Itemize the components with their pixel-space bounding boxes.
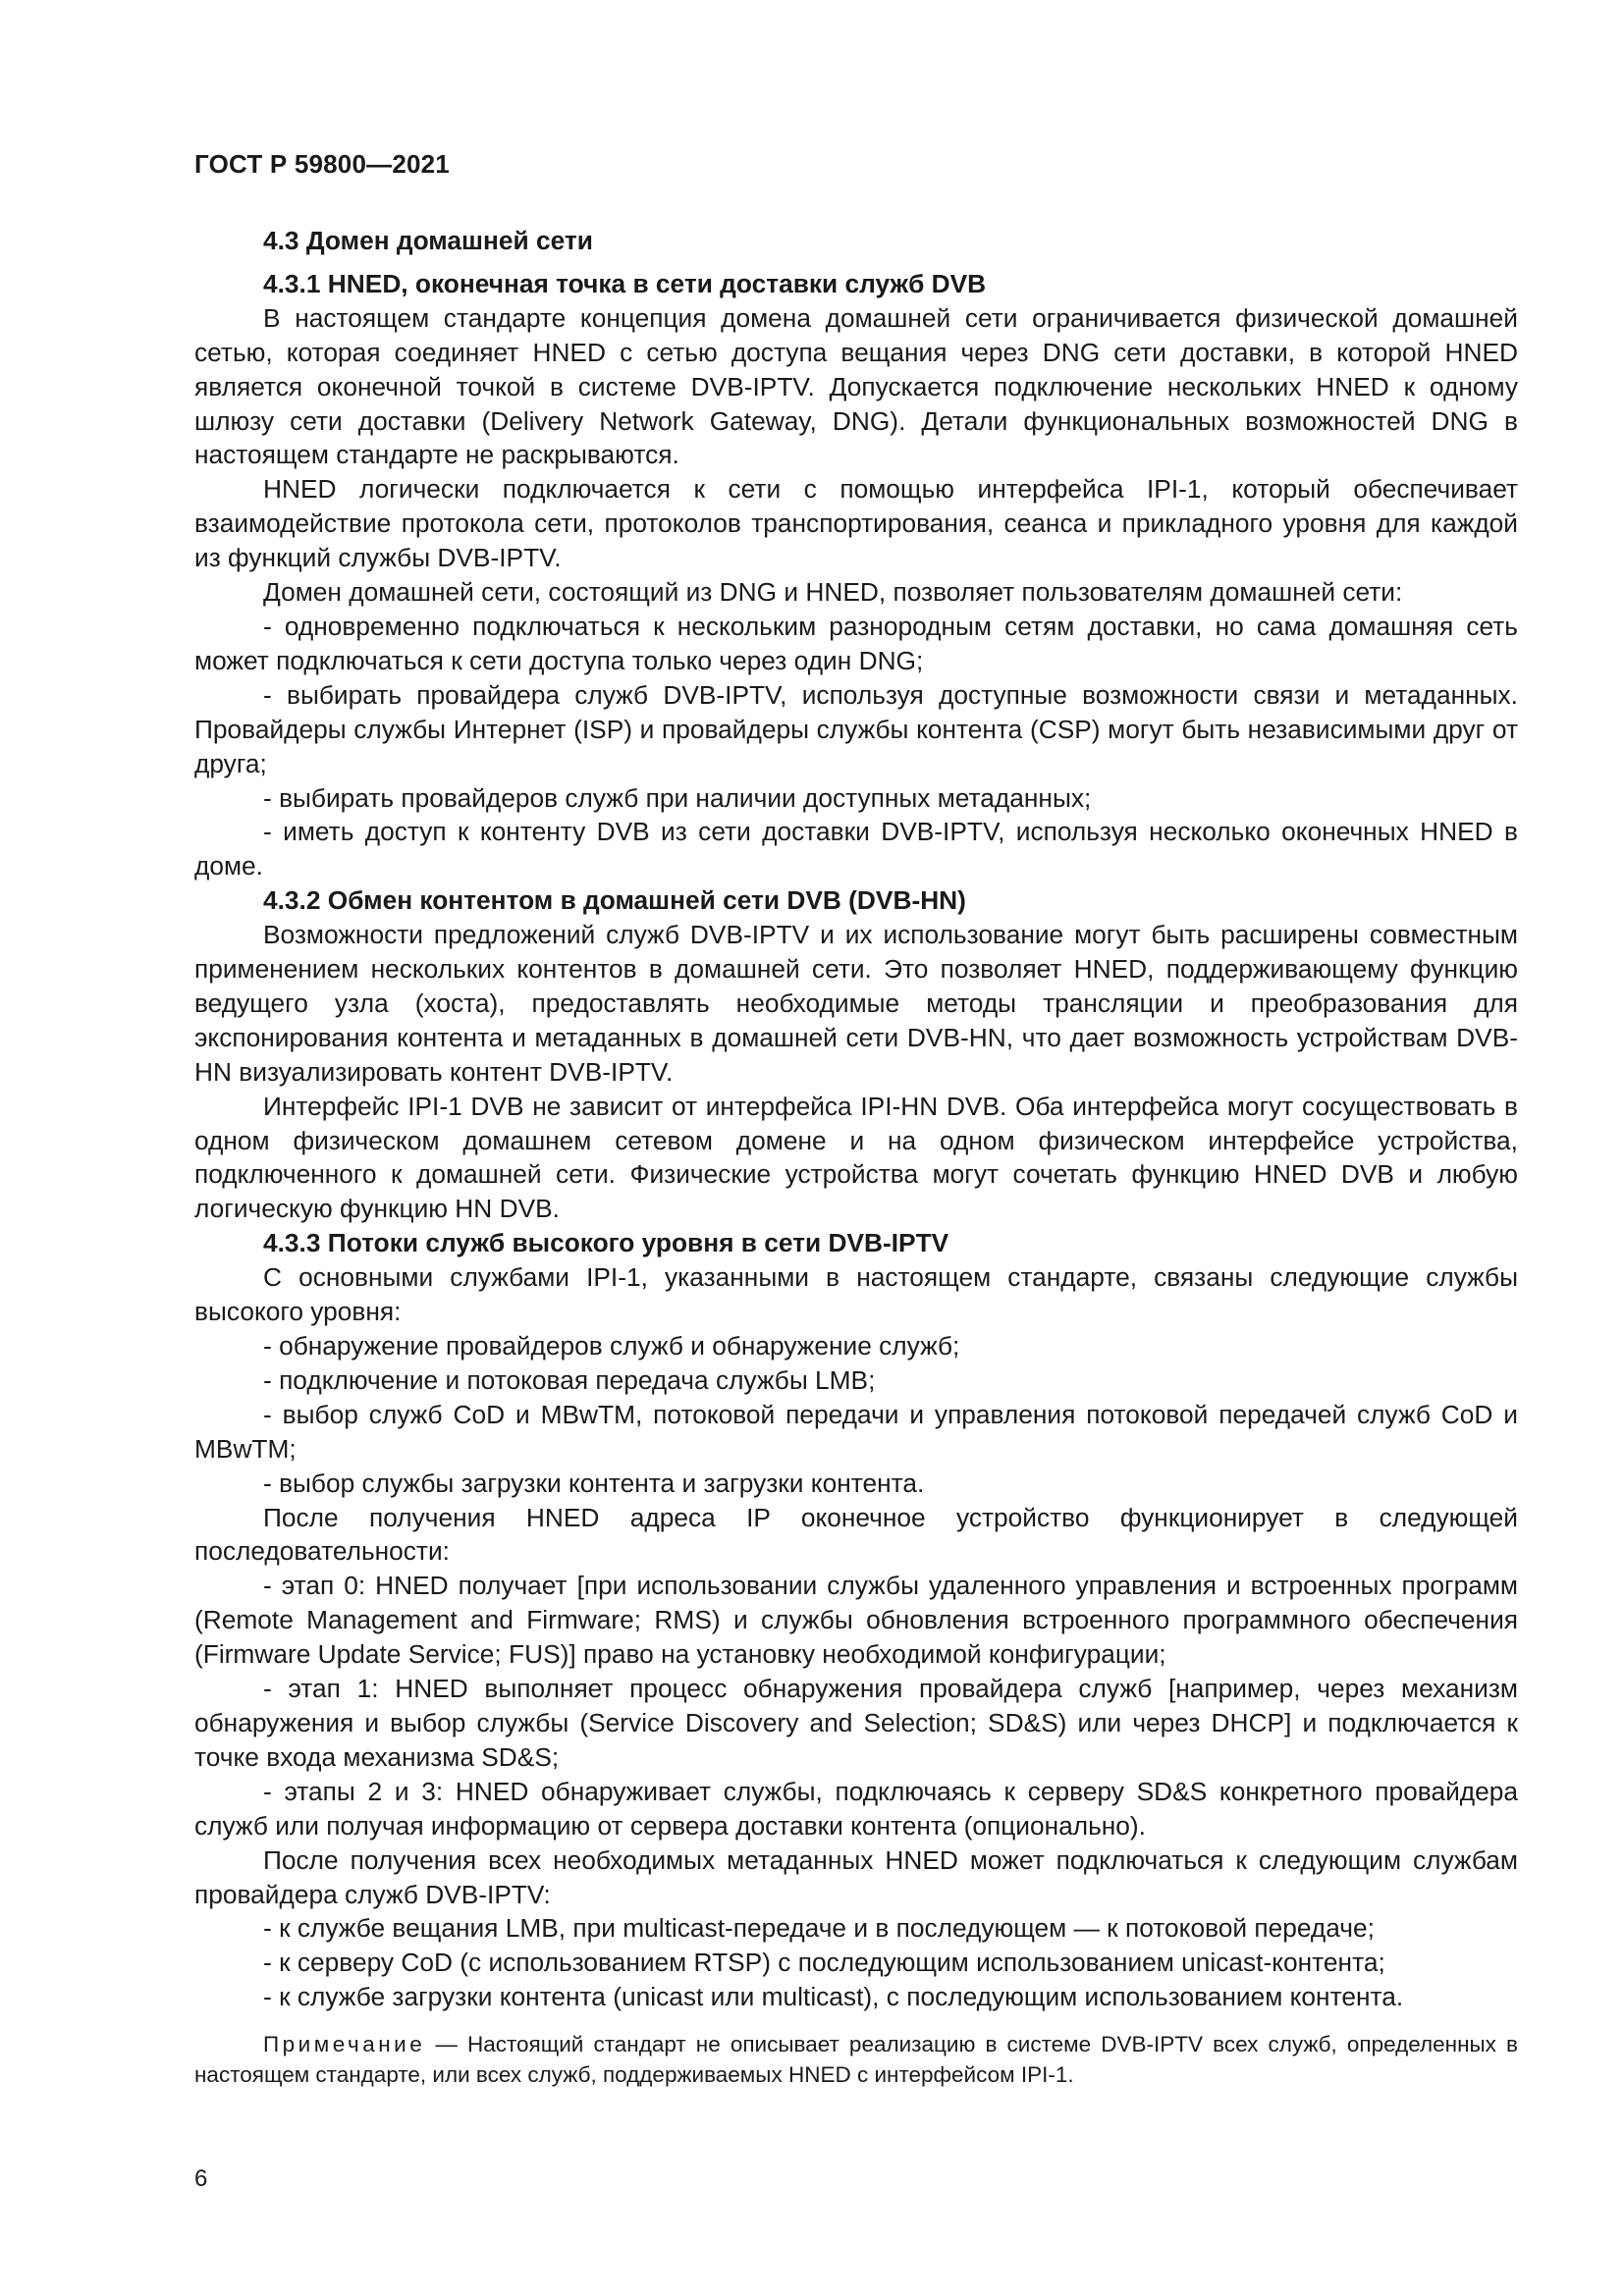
- subsection-title: 4.3.1 HNED, оконечная точка в сети доставки служб DVB: [263, 268, 987, 298]
- paragraph: С основными службами IPI-1, указанными в настоящем стандарте, связаны следующие службы высокого уровня:: [194, 1262, 1518, 1327]
- note-text: — Настоящий стандарт не описывает реализацию в системе DVB-IPTV всех служб, определенных в настоящем стандарте, или всех служб, поддерживаемых HNED с интерфейсом IPI-1.: [194, 2032, 1518, 2087]
- note-label: Примечание: [263, 2032, 426, 2057]
- list-item: - к службе вещания LMB, при multicast-передаче и в последующем — к потоковой передаче;: [263, 1913, 1375, 1944]
- document-header: ГОСТ Р 59800—2021: [194, 149, 450, 179]
- paragraph: После получения HNED адреса IP оконечное устройство функционирует в следующей последовательности:: [194, 1502, 1518, 1567]
- list-item: - иметь доступ к контенту DVB из сети доставки DVB-IPTV, используя несколько оконечных HNED в доме.: [194, 817, 1518, 881]
- paragraph: Возможности предложений служб DVB-IPTV и их использование могут быть расширены совместным применением нескольких контентов в домашней сети. Это позволяет HNED, поддерживающему функцию ведущего узла (хоста), предоставлять необходимые методы трансляции и преобразования для экспонирования контента и метаданных в домашней сети DVB-HN, что дает возможность устройствам DVB-HN визуализировать контент DVB-IPTV.: [194, 920, 1518, 1087]
- paragraph: HNED логически подключается к сети с помощью интерфейса IPI-1, который обеспечивает взаимодействие протокола сети, протоколов транспортирования, сеанса и прикладного уровня для каждой из функций службы DVB-IPTV.: [194, 474, 1518, 573]
- list-item: - к серверу CoD (с использованием RTSP) с последующим использованием unicast-контента;: [263, 1948, 1385, 1978]
- section-title: 4.3 Домен домашней сети: [263, 226, 593, 255]
- paragraph: Интерфейс IPI-1 DVB не зависит от интерфейса IPI-HN DVB. Оба интерфейса могут сосуществовать в одном физическом домашнем сетевом домене и на одном физическом интерфейсе устройства, подключенного к домашней сети. Физические устройства могут сочетать функцию HNED DVB и любую логическую функцию HN DVB.: [194, 1091, 1518, 1224]
- note: [194, 2030, 1518, 2090]
- paragraph: В настоящем стандарте концепция домена домашней сети ограничивается физической домашней сетью, которая соединяет HNED с сетью доступа вещания через DNG сети доставки, в которой HNED является оконечной точкой в системе DVB-IPTV. Допускается подключение нескольких HNED к одному шлюзу сети доставки (Delivery Network Gateway, DNG). Детали функциональных возможностей DNG в настоящем стандарте не раскрываются.: [194, 302, 1518, 470]
- subsection-title: 4.3.2 Обмен контентом в домашней сети DVB (DVB-HN): [263, 885, 966, 916]
- list-item: - подключение и потоковая передача службы LMB;: [263, 1364, 876, 1395]
- list-item: - этап 1: HNED выполняет процесс обнаружения провайдера служб [например, через механизм обнаружения и выбор службы (Service Discovery and Selection; SD&S) или через DHCP] и подключается к точке входа механизма SD&S;: [194, 1674, 1518, 1772]
- list-item: - этапы 2 и 3: HNED обнаруживает службы, подключаясь к серверу SD&S конкретного провайдера служб или получая информацию от сервера доставки контента (опционально).: [194, 1776, 1518, 1841]
- list-item: - выбирать провайдеров служб при наличии доступных метаданных;: [263, 782, 1092, 813]
- list-item: - выбор служб CoD и MBwTM, потоковой передачи и управления потоковой передачей служб CoD и MBwTM;: [194, 1399, 1518, 1464]
- document-body: [194, 224, 1518, 2090]
- list-item: - выбирать провайдера служб DVB-IPTV, используя доступные возможности связи и метаданных. Провайдеры службы Интернет (ISP) и провайдеры службы контента (CSP) могут быть независимыми друг от друга;: [194, 679, 1518, 778]
- list-item: - одновременно подключаться к нескольким разнородным сетям доставки, но сама домашняя сеть может подключаться к сети доступа только через один DNG;: [194, 611, 1518, 675]
- list-item: - к службе загрузки контента (unicast или multicast), с последующим использованием контента.: [263, 1982, 1404, 2012]
- list-item: - обнаружение провайдеров служб и обнаружение служб;: [263, 1331, 960, 1361]
- subsection-title: 4.3.3 Потоки служб высокого уровня в сети DVB-IPTV: [263, 1228, 949, 1258]
- paragraph: После получения всех необходимых метаданных HNED может подключаться к следующим службам провайдера служб DVB-IPTV:: [194, 1844, 1518, 1909]
- list-item: - этап 0: HNED получает [при использовании службы удаленного управления и встроенных программ (Remote Management and Firmware; RMS) и службы обновления встроенного программного обеспечения (Firmware Update Service; FUS)] право на установку необходимой конфигурации;: [194, 1571, 1518, 1670]
- page-number: 6: [194, 2165, 208, 2192]
- list-item: - выбор службы загрузки контента и загрузки контента.: [263, 1468, 925, 1498]
- paragraph: Домен домашней сети, состоящий из DNG и HNED, позволяет пользователям домашней сети:: [263, 577, 1403, 608]
